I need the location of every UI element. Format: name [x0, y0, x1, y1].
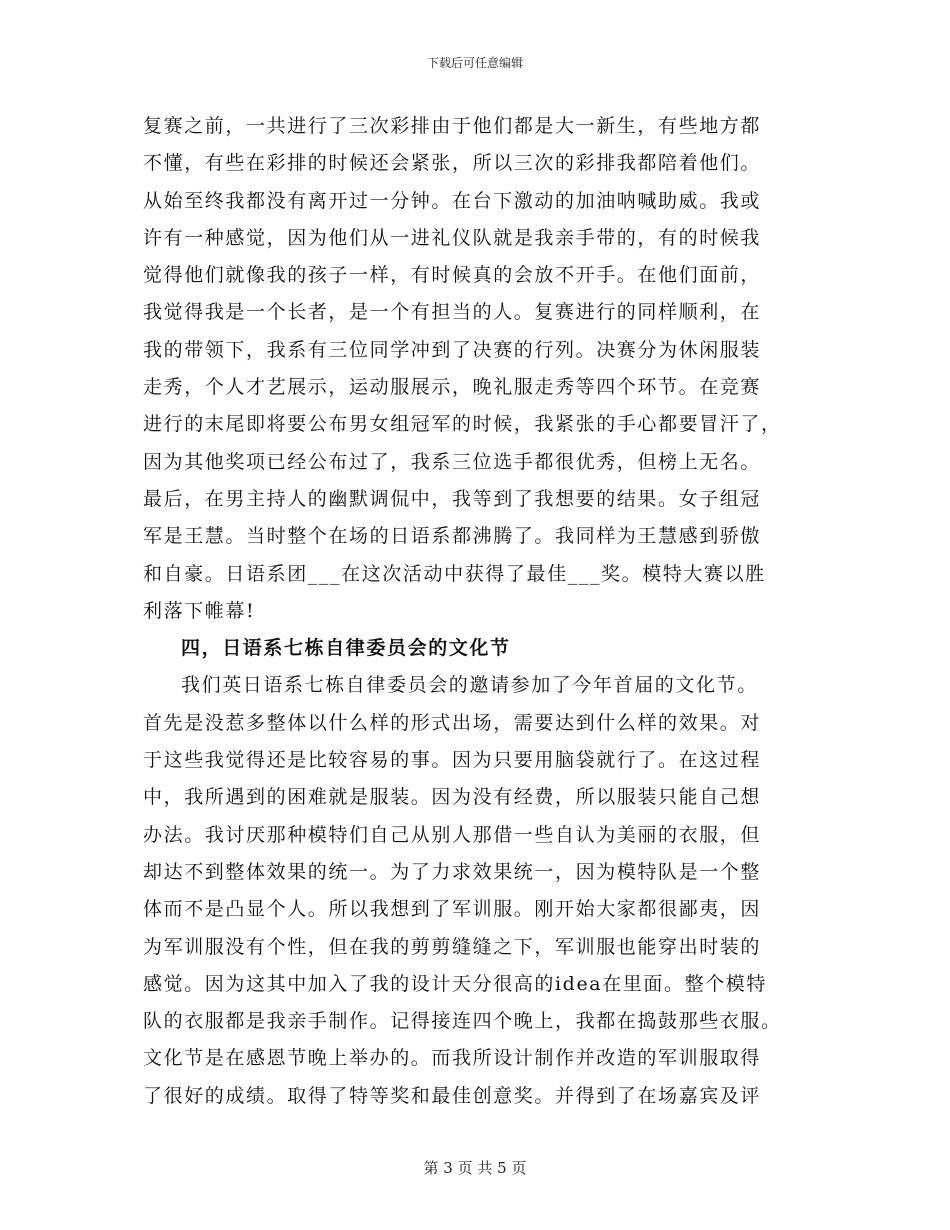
paragraph-line: 觉得他们就像我的孩子一样，有时候真的会放不开手。在他们面前，: [143, 264, 762, 287]
paragraph-line: 体而不是凸显个人。所以我想到了军训服。刚开始大家都很鄙夷，因: [143, 898, 762, 921]
paragraph-line: 于这些我觉得还是比较容易的事。因为只要用脑袋就行了。在这过程: [143, 749, 762, 772]
paragraph-line: 因为其他奖项已经公布过了，我系三位选手都很优秀，但榜上无名。: [143, 450, 762, 473]
paragraph-line: 我的带领下，我系有三位同学冲到了决赛的行列。决赛分为休闲服装: [143, 338, 762, 361]
page-header: 下载后可任意编辑: [426, 56, 523, 70]
paragraph-line: 利落下帷幕!: [143, 599, 256, 622]
paragraph-line: 最后，在男主持人的幽默调侃中，我等到了我想要的结果。女子组冠: [143, 487, 762, 510]
paragraph-line: 不懂，有些在彩排的时候还会紧张，所以三次的彩排我都陪着他们。: [143, 152, 762, 175]
paragraph-line: 从始至终我都没有离开过一分钟。在台下激动的加油呐喊助威。我或: [143, 189, 762, 212]
paragraph-line: 和自豪。日语系团___在这次活动中获得了最佳___奖。模特大赛以胜: [143, 562, 766, 585]
paragraph-line: 首先是没惹多整体以什么样的形式出场，需要达到什么样的效果。对: [143, 711, 762, 734]
section-heading: 四，日语系七栋自律委员会的文化节: [181, 637, 511, 660]
paragraph-line: 却达不到整体效果的统一。为了力求效果统一，因为模特队是一个整: [143, 860, 762, 883]
paragraph-line: 办法。我讨厌那种模特们自己从别人那借一些自认为美丽的衣服，但: [143, 823, 762, 846]
page-footer: 第 3 页 共 5 页: [423, 1159, 527, 1177]
paragraph-line: 我觉得我是一个长者，是一个有担当的人。复赛进行的同样顺利，在: [143, 301, 762, 324]
document-body: [143, 108, 813, 1115]
paragraph-line: 复赛之前，一共进行了三次彩排由于他们都是大一新生，有些地方都: [143, 115, 762, 137]
paragraph-line: 军是王慧。当时整个在场的日语系都沸腾了。我同样为王慧感到骄傲: [143, 525, 762, 548]
paragraph-line: 许有一种感觉，因为他们从一进礼仪队就是我亲手带的，有的时候我: [143, 226, 762, 249]
paragraph-line: 队的衣服都是我亲手制作。记得接连四个晚上，我都在捣鼓那些衣服。: [143, 1010, 782, 1033]
paragraph-line: 文化节是在感恩节晚上举办的。而我所设计制作并改造的军训服取得: [143, 1047, 762, 1070]
paragraph-line: 我们英日语系七栋自律委员会的邀请参加了今年首届的文化节。: [181, 674, 758, 697]
paragraph-line: 走秀，个人才艺展示，运动服展示，晚礼服走秀等四个环节。在竞赛: [143, 376, 762, 399]
paragraph-line: 为军训服没有个性，但在我的剪剪缝缝之下，军训服也能穿出时装的: [143, 935, 762, 958]
paragraph-line: 感觉。因为这其中加入了我的设计天分很高的idea在里面。整个模特: [143, 972, 768, 995]
paragraph-line: 中，我所遇到的困难就是服装。因为没有经费，所以服装只能自己想: [143, 786, 762, 809]
paragraph-line: 了很好的成绩。取得了特等奖和最佳创意奖。并得到了在场嘉宾及评: [143, 1084, 762, 1107]
paragraph-line: 进行的末尾即将要公布男女组冠军的时候，我紧张的手心都要冒汗了，: [143, 413, 782, 436]
